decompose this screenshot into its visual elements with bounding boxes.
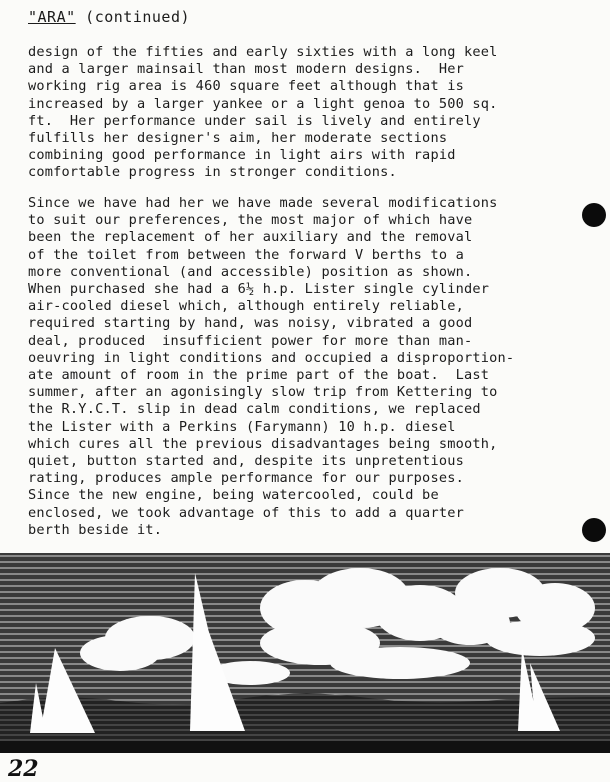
text-line: summer, after an agonisingly slow trip from Kettering to [28, 384, 498, 401]
text-line: ft. Her performance under sail is lively and entirely [28, 112, 481, 129]
text-line: rating, produces ample performance for our purposes. [28, 470, 464, 487]
heading-title: "ARA" [28, 8, 76, 26]
sailing-illustration [0, 553, 610, 753]
text-line: to suit our preferences, the most major of which have [28, 212, 473, 229]
text-line: required starting by hand, was noisy, vibrated a good [28, 315, 473, 332]
text-line: air-cooled diesel which, although entirely reliable, [28, 298, 464, 315]
binder-hole-bottom [582, 518, 606, 542]
text-line: Since the new engine, being watercooled, could be [28, 487, 439, 504]
text-line: quiet, button started and, despite its unpretentious [28, 453, 464, 470]
text-line: enclosed, we took advantage of this to add a quarter [28, 504, 464, 521]
text-line: combining good performance in light airs with rapid [28, 147, 456, 164]
body-paragraph-2 [28, 195, 598, 539]
text-line: more conventional (and accessible) position as shown. [28, 263, 473, 280]
text-line: of the toilet from between the forward V berths to a [28, 246, 464, 263]
text-line: the R.Y.C.T. slip in dead calm conditions, we replaced [28, 401, 481, 418]
text-line: oeuvring in light conditions and occupied a disproportion- [28, 349, 515, 366]
text-line: working rig area is 460 square feet although that is [28, 78, 464, 95]
text-line: comfortable progress in stronger conditions. [28, 164, 397, 181]
binder-hole-top [582, 203, 606, 227]
text-line: deal, produced insufficient power for more than man- [28, 332, 473, 349]
heading-subtitle: (continued) [75, 8, 191, 26]
text-line: and a larger mainsail than most modern designs. Her [28, 61, 464, 78]
text-line: design of the fifties and early sixties with a long keel [28, 44, 498, 60]
body-paragraph-1 [28, 44, 598, 182]
text-line: been the replacement of her auxiliary and the removal [28, 229, 473, 246]
text-line: When purchased she had a 6½ h.p. Lister single cylinder [28, 281, 490, 298]
text-line: the Lister with a Perkins (Farymann) 10 h.p. diesel [28, 418, 456, 435]
text-line: berth beside it. [28, 521, 163, 538]
text-line: increased by a larger yankee or a light genoa to 500 sq. [28, 95, 498, 112]
text-line: fulfills her designer's aim, her moderate sections [28, 130, 448, 147]
text-line: which cures all the previous disadvantages being smooth, [28, 435, 498, 452]
text-line: Since we have had her we have made several modifications [28, 195, 498, 211]
text-line: ate amount of room in the prime part of the boat. Last [28, 367, 490, 384]
page-heading [28, 8, 190, 26]
page-number: 22 [8, 756, 39, 782]
